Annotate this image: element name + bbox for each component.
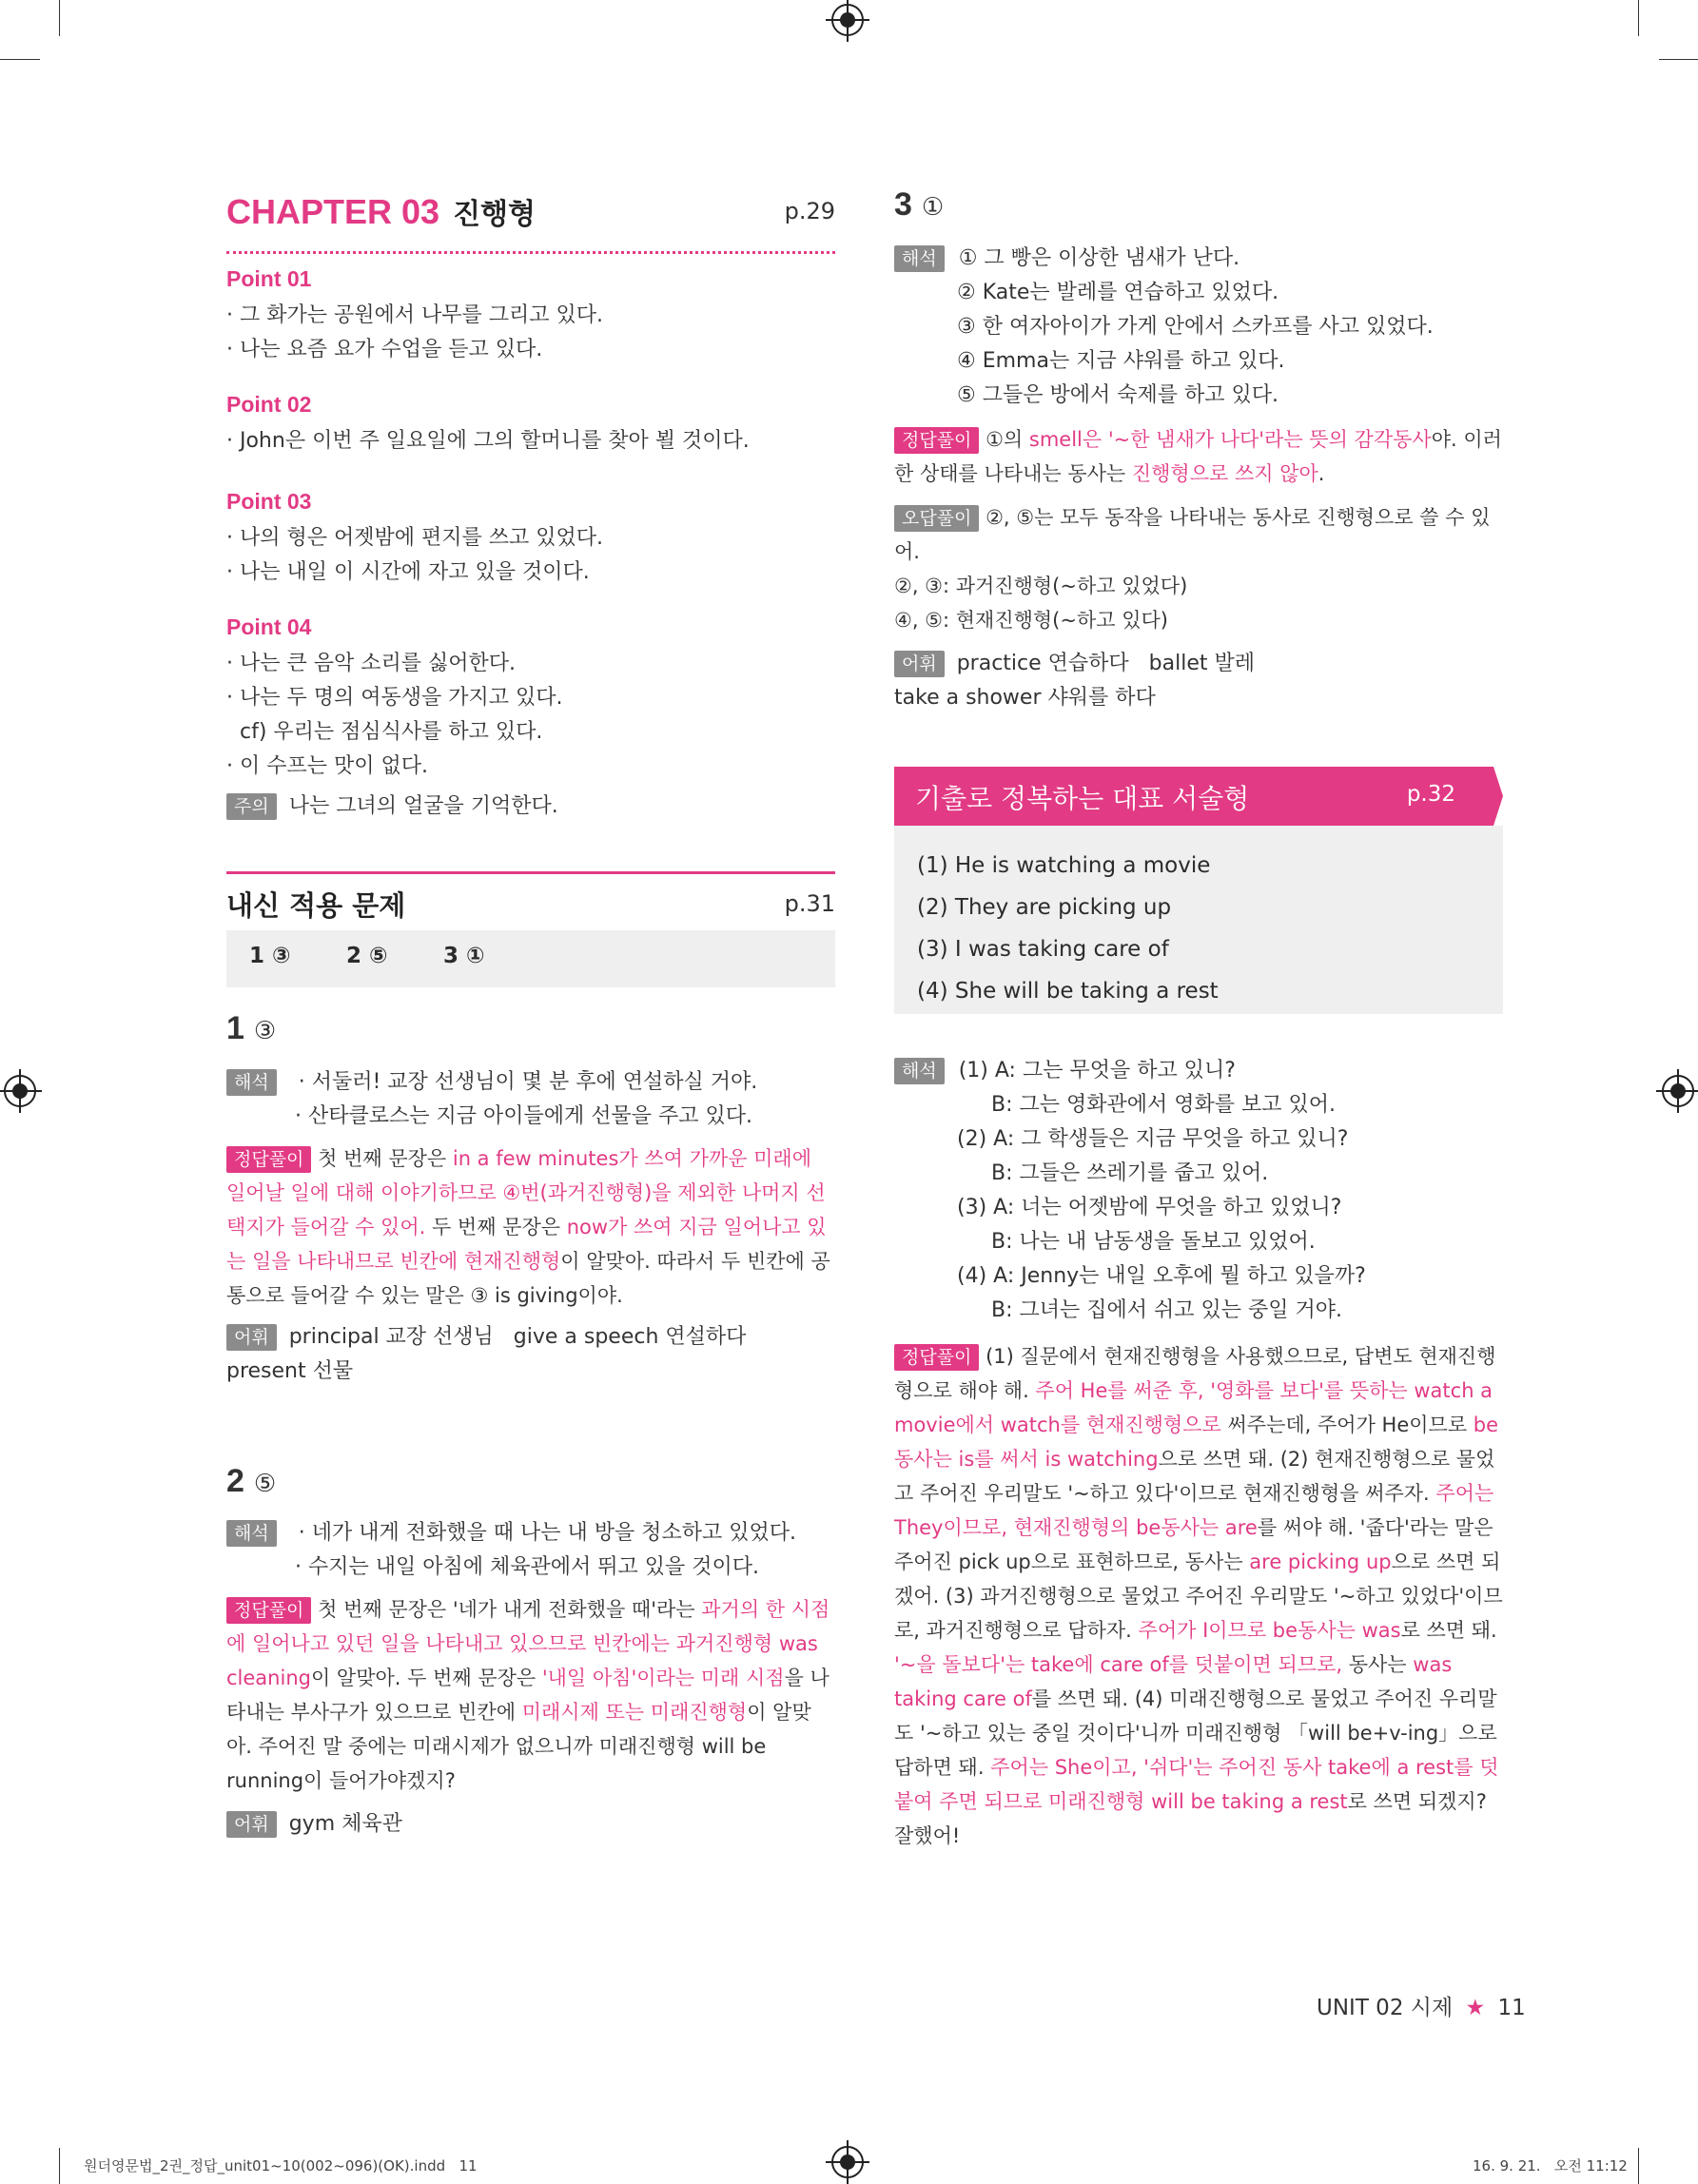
chapter-label: CHAPTER 03 <box>226 192 440 231</box>
dotted-divider <box>226 251 835 254</box>
question-1-heading <box>226 1010 276 1047</box>
translation-line <box>226 1065 835 1100</box>
translation-tag: 해석 <box>894 245 945 272</box>
translation-text: · 산타클로스는 지금 아이들에게 선물을 주고 있다. <box>295 1104 752 1128</box>
vocab-tag: 어휘 <box>226 1811 277 1838</box>
answer-item: 3 ① <box>443 944 485 968</box>
page-number: 11 <box>1497 1996 1526 2020</box>
essay-answer-box <box>894 826 1503 1014</box>
file-slug: 원더영문법_2권_정답_unit01~10(002~096)(OK).indd 11 <box>84 2157 478 2174</box>
translation-text: · 서둘러! 교장 선생님이 몇 분 후에 연설하실 거야. <box>298 1070 758 1094</box>
wrong-answer-text: ②, ③: 과거진행형(~하고 있었다) <box>894 575 1188 597</box>
naesin-answer-box <box>226 930 835 987</box>
caution-text: 나는 그녀의 얼굴을 기억한다. <box>288 794 558 818</box>
point-line: · 나는 큰 음악 소리를 싫어한다. <box>226 652 516 675</box>
translation-text: · 수지는 내일 아침에 체육관에서 뛰고 있을 것이다. <box>295 1555 759 1579</box>
star-icon: ★ <box>1465 1996 1486 2020</box>
solution-text: 야. 이러한 상태를 나타내는 동사는 <box>894 428 1502 485</box>
vocab-text: take a shower 샤워를 하다 <box>894 686 1156 710</box>
solution-text: 첫 번째 문장은 '네가 내게 전화했을 때'라는 <box>318 1598 702 1621</box>
point-line: · 나는 요즘 요가 수업을 듣고 있다. <box>226 338 543 361</box>
registration-mark-icon <box>831 2146 864 2178</box>
point-heading: Point 01 <box>226 266 312 291</box>
point-line: · 나는 두 명의 여동생을 가지고 있다. <box>226 686 563 710</box>
solution-text: 으로 쓰면 되겠어. (3) 과거진행형으로 물었고 주어진 우리말도 '~하고 있었다'이므로, 과거진행형으로 답하자. <box>894 1550 1503 1642</box>
question-2-heading <box>226 1463 276 1500</box>
vocab-text: practice 연습하다 ballet 발레 <box>956 652 1255 675</box>
essay-answer: (1) He is watching a movie <box>917 853 1211 878</box>
point-heading: Point 02 <box>226 392 312 417</box>
translation-text: B: 나는 내 남동생을 돌보고 있었어. <box>991 1230 1316 1254</box>
essay-body <box>894 1054 1503 1853</box>
solution-tag: 정답풀이 <box>226 1597 311 1624</box>
translation-text: ② Kate는 발레를 연습하고 있었다. <box>957 281 1279 304</box>
point-line: · 나의 형은 어젯밤에 편지를 쓰고 있었다. <box>226 526 603 550</box>
essay-answer: (2) They are picking up <box>917 895 1172 920</box>
solution-highlight: 주어는 She이고, '쉬다'는 주어진 동사 take에 a rest를 덧붙여 주면 되므로 미래진행형 will be taking a rest <box>894 1756 1499 1813</box>
crop-mark <box>59 2148 60 2184</box>
crop-mark <box>0 59 40 60</box>
banner-arrow-icon <box>1493 767 1503 826</box>
question-answer: ① <box>921 193 945 222</box>
question-3-heading <box>894 186 944 224</box>
translation-line <box>894 242 1503 276</box>
essay-answer: (4) She will be taking a rest <box>917 979 1219 1004</box>
points-section <box>226 266 835 824</box>
crop-mark <box>59 0 60 36</box>
solution-highlight: 과거의 한 시점에 일어나고 있던 일을 나타내고 있으므로 빈칸에는 과거진행형 was cleaning <box>226 1598 830 1689</box>
wrong-answer-tag: 오답풀이 <box>894 505 979 532</box>
caution-tag: 주의 <box>226 793 277 820</box>
wrong-answer-text: ②, ⑤는 모두 동작을 나타내는 동사로 진행형으로 쓸 수 있어. <box>894 506 1491 563</box>
chapter-title: 진행형 <box>453 198 537 231</box>
solution-text: (1) 질문에서 현재진행형을 사용했으므로, 답변도 현재진행형으로 해야 해. <box>894 1345 1496 1402</box>
registration-mark-icon <box>831 4 864 36</box>
crop-mark <box>1638 2148 1639 2184</box>
question-number: 1 <box>226 1010 244 1046</box>
print-date: 16. 9. 21. 오전 11:12 <box>1473 2157 1628 2174</box>
naesin-header <box>226 885 835 926</box>
solution-highlight: in a few minutes가 쓰여 가까운 미래에 일어날 일에 대해 이야기하므로 ④번(과거진행형)을 제외한 나머지 선택지가 들어갈 수 있어. <box>226 1147 826 1238</box>
vocab-text: present 선물 <box>226 1359 354 1383</box>
translation-text: (2) A: 그 학생들은 지금 무엇을 하고 있니? <box>957 1127 1349 1151</box>
solution-text: 를 쓰면 돼. (4) 미래진행형으로 물었고 주어진 우리말도 '~하고 있는 중일 것이다'니까 미래진행형 「will be+v-ing」으로 답하면 돼. <box>894 1687 1497 1779</box>
solution-highlight: smell은 '~한 냄새가 나다'라는 뜻의 감각동사 <box>1028 428 1432 451</box>
translation-tag: 해석 <box>226 1520 277 1547</box>
solution-text: ①의 <box>986 428 1029 451</box>
page-footer <box>1317 1990 1526 2021</box>
chapter-header <box>226 190 835 236</box>
solution-highlight: '~을 돌보다'는 take에 care of를 덧붙이면 되므로, <box>894 1653 1343 1676</box>
point-line: · 이 수프는 맛이 없다. <box>226 754 428 778</box>
essay-banner <box>894 767 1493 826</box>
solution-text: 동사는 <box>1342 1653 1414 1676</box>
question-1-body <box>226 1065 835 1389</box>
solution-paragraph <box>894 1339 1503 1853</box>
vocab-line <box>226 1320 835 1355</box>
vocab-text: gym 체육관 <box>288 1812 402 1836</box>
wrong-answer-text: ④, ⑤: 현재진행형(~하고 있다) <box>894 609 1168 632</box>
solution-tag: 정답풀이 <box>894 1344 979 1371</box>
solution-paragraph <box>226 1141 835 1313</box>
essay-answer: (3) I was taking care of <box>917 937 1169 962</box>
translation-text: ⑤ 그들은 방에서 숙제를 하고 있다. <box>957 383 1278 407</box>
point-line: · 그 화가는 공원에서 나무를 그리고 있다. <box>226 303 603 327</box>
solution-text: 으로 쓰면 돼. (2) 현재진행형으로 물었고 주어진 우리말도 '~하고 있다'이므로 현재진행형을 써주자. <box>894 1448 1495 1505</box>
translation-text: ① 그 빵은 이상한 냄새가 난다. <box>958 246 1240 270</box>
solution-tag: 정답풀이 <box>226 1146 311 1173</box>
crop-mark <box>1659 59 1698 60</box>
point-heading: Point 03 <box>226 489 312 514</box>
solution-highlight: 주어가 I이므로 be동사는 was <box>1138 1619 1401 1642</box>
question-answer: ③ <box>253 1017 277 1045</box>
vocab-tag: 어휘 <box>894 651 945 677</box>
translation-text: ④ Emma는 지금 샤워를 하고 있다. <box>957 349 1285 373</box>
solution-text: 로 쓰면 되겠지? 잘했어! <box>894 1790 1487 1847</box>
translation-tag: 해석 <box>894 1058 945 1084</box>
solution-text: 를 써야 해. '줍다'라는 말은 주어진 pick up으로 표현하므로, 동사는 <box>894 1516 1493 1573</box>
solution-text: 두 번째 문장은 <box>425 1216 567 1238</box>
question-answer: ⑤ <box>253 1470 277 1498</box>
vocab-line <box>226 1807 835 1842</box>
solution-paragraph <box>226 1592 835 1798</box>
question-number: 3 <box>894 186 912 223</box>
translation-text: (4) A: Jenny는 내일 오후에 뭘 하고 있을까? <box>957 1264 1366 1288</box>
registration-mark-icon <box>1662 1075 1694 1107</box>
solution-text: 써주는데, 주어가 He이므로 <box>1220 1414 1474 1436</box>
solution-text: 첫 번째 문장은 <box>318 1147 453 1170</box>
naesin-divider <box>226 871 835 874</box>
translation-text: ③ 한 여자아이가 가게 안에서 스카프를 사고 있었다. <box>957 315 1434 339</box>
solution-highlight: '내일 아침'이라는 미래 시점 <box>541 1667 785 1689</box>
translation-text: B: 그들은 쓰레기를 줍고 있어. <box>991 1161 1269 1185</box>
solution-paragraph <box>894 422 1503 491</box>
solution-highlight: 진행형으로 쓰지 않아 <box>1131 462 1318 485</box>
point-line: · 나는 내일 이 시간에 자고 있을 것이다. <box>226 560 590 584</box>
translation-line <box>226 1516 835 1550</box>
solution-highlight: 주어는 They이므로, 현재진행형의 be동사는 are <box>894 1482 1494 1539</box>
naesin-page: p.31 <box>784 890 835 917</box>
answer-item: 2 ⑤ <box>346 944 388 968</box>
naesin-title: 내신 적용 문제 <box>226 889 406 922</box>
point-line: · John은 이번 주 일요일에 그의 할머니를 찾아 뵐 것이다. <box>226 429 750 453</box>
solution-highlight: 주어 He를 써준 후, '영화를 보다'를 뜻하는 watch a movie에서 watch를 현재진행형으로 <box>894 1379 1493 1436</box>
point-line: cf) 우리는 점심식사를 하고 있다. <box>226 720 543 744</box>
solution-text: 로 쓰면 돼. <box>1400 1619 1497 1642</box>
caution-line <box>226 790 835 824</box>
solution-text: 이 알맞아. 두 번째 문장은 <box>310 1667 542 1689</box>
solution-text: 이 알맞아. 주어진 말 중에는 미래시제가 없으니까 미래진행형 will be running이 들어가야겠지? <box>226 1701 811 1792</box>
translation-text: B: 그는 영화관에서 영화를 보고 있어. <box>991 1093 1336 1117</box>
point-heading: Point 04 <box>226 614 312 639</box>
translation-text: B: 그녀는 집에서 쉬고 있는 중일 거야. <box>991 1298 1342 1322</box>
translation-line <box>894 1054 1503 1088</box>
translation-text: (1) A: 그는 무엇을 하고 있니? <box>958 1059 1236 1082</box>
question-number: 2 <box>226 1463 244 1499</box>
question-2-body <box>226 1516 835 1842</box>
translation-text: · 네가 내게 전화했을 때 나는 내 방을 청소하고 있었다. <box>298 1521 796 1545</box>
vocab-tag: 어휘 <box>226 1324 277 1351</box>
essay-answers <box>917 845 1219 1012</box>
vocab-line <box>894 647 1503 681</box>
solution-highlight: was taking care of <box>894 1653 1453 1710</box>
question-3-body <box>894 242 1503 715</box>
vocab-text: principal 교장 선생님 give a speech 연설하다 <box>288 1325 747 1349</box>
solution-highlight: now가 쓰여 지금 일어나고 있는 일을 나타내므로 빈칸에 현재진행형 <box>226 1216 827 1273</box>
translation-tag: 해석 <box>226 1069 277 1096</box>
solution-text: 이 알맞아. 따라서 두 빈칸에 공통으로 들어갈 수 있는 말은 ③ is giving이야. <box>226 1250 830 1307</box>
solution-tag: 정답풀이 <box>894 427 979 454</box>
essay-title: 기출로 정복하는 대표 서술형 <box>915 783 1250 814</box>
solution-highlight: be동사는 is를 써서 is watching <box>894 1414 1499 1471</box>
answer-item: 1 ③ <box>249 944 291 968</box>
crop-mark <box>1638 0 1639 36</box>
registration-mark-icon <box>4 1075 36 1107</box>
solution-highlight: are picking up <box>1249 1550 1392 1573</box>
wrong-answer-paragraph <box>894 500 1503 569</box>
solution-text: 을 나타내는 부사구가 있으므로 빈칸에 <box>226 1667 829 1724</box>
unit-label: UNIT 02 시제 <box>1317 1996 1454 2020</box>
translation-text: (3) A: 너는 어젯밤에 무엇을 하고 있었니? <box>957 1196 1342 1219</box>
solution-text: . <box>1317 462 1325 485</box>
solution-highlight: 미래시제 또는 미래진행형 <box>521 1701 748 1724</box>
essay-page: p.32 <box>1406 782 1455 807</box>
chapter-page: p.29 <box>784 198 835 224</box>
